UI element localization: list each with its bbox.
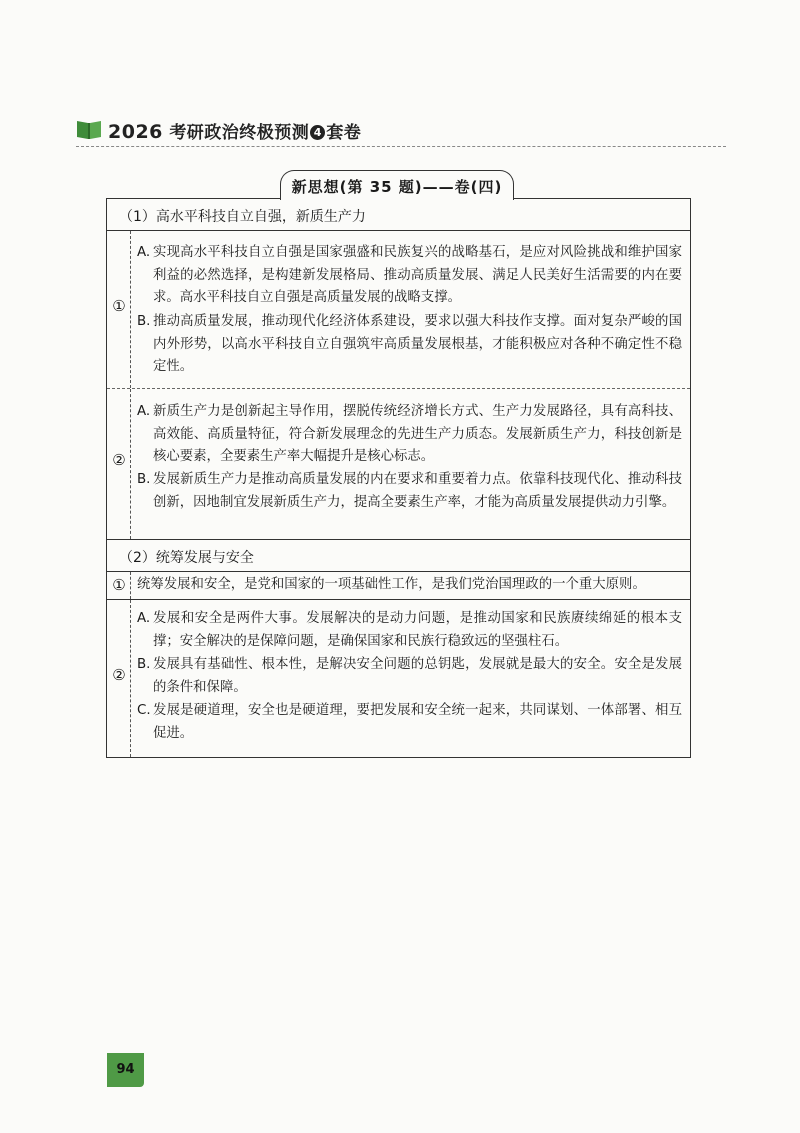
list-item: A. 实现高水平科技自立自强是国家强盛和民族复兴的战略基石，是应对风险挑战和维护国家利益的必然选择，是构建新发展格局、推动高质量发展、满足人民美好生活需要的内在要求。高水平科技自立自强是高质量发展的战略支撑。	[137, 245, 682, 306]
section-heading-text: （2）统筹发展与安全	[119, 550, 254, 566]
page-header	[76, 114, 726, 148]
point-number: ①	[112, 297, 126, 315]
point-number: ②	[112, 666, 126, 684]
question-tag	[280, 170, 514, 200]
content-table	[106, 198, 691, 758]
list-item: C. 发展是硬道理，安全也是硬道理，要把发展和安全统一起来，共同谋划、一体部署、相互促进。	[137, 703, 682, 741]
list-item: A. 新质生产力是创新起主导作用，摆脱传统经济增长方式、生产力发展路径，具有高科技、高效能、高质量特征，符合新发展理念的先进生产力质态。发展新质生产力，科技创新是核心要素，全要素生产率大幅提升是核心标志。	[137, 404, 682, 465]
section-heading	[107, 199, 690, 231]
point-group	[107, 600, 690, 757]
header-divider	[76, 146, 726, 147]
list-item: A. 发展和安全是两件大事。发展解决的是动力问题，是推动国家和民族赓续绵延的根本支撑；安全解决的是保障问题，是确保国家和民族行稳致远的坚强柱石。	[137, 611, 682, 649]
book-title-suffix: 套卷	[326, 123, 362, 143]
list-item: 统筹发展和安全，是党和国家的一项基础性工作，是我们党治国理政的一个重大原则。	[137, 577, 646, 592]
point-number: ①	[112, 576, 126, 594]
book-icon	[76, 118, 102, 140]
point-number: ②	[112, 451, 126, 469]
list-item: B. 发展新质生产力是推动高质量发展的内在要求和重要着力点。依靠科技现代化、推动科技创新，因地制宜发展新质生产力，提高全要素生产率，才能为高质量发展提供动力引擎。	[137, 472, 682, 510]
book-title	[108, 118, 361, 143]
section-heading	[107, 540, 690, 572]
page-number: 94	[107, 1053, 144, 1087]
list-item: B. 推动高质量发展，推动现代化经济体系建设，要求以强大科技作支撑。面对复杂严峻的国内外形势，以高水平科技自立自强筑牢高质量发展根基，才能积极应对各种不确定性不稳定性。	[137, 314, 682, 375]
point-group	[107, 389, 690, 540]
question-tag-text: 新思想(第 35 题)——卷(四)	[291, 178, 503, 196]
book-year: 2026	[108, 121, 163, 143]
section-heading-text: （1）高水平科技自立自强，新质生产力	[119, 209, 366, 225]
set-number-badge: 4	[310, 125, 325, 140]
point-group	[107, 572, 690, 600]
list-item: B. 发展具有基础性、根本性，是解决安全问题的总钥匙，发展就是最大的安全。安全是发展的条件和保障。	[137, 657, 682, 695]
point-group	[107, 231, 690, 389]
book-title-main: 考研政治终极预测	[169, 123, 310, 143]
